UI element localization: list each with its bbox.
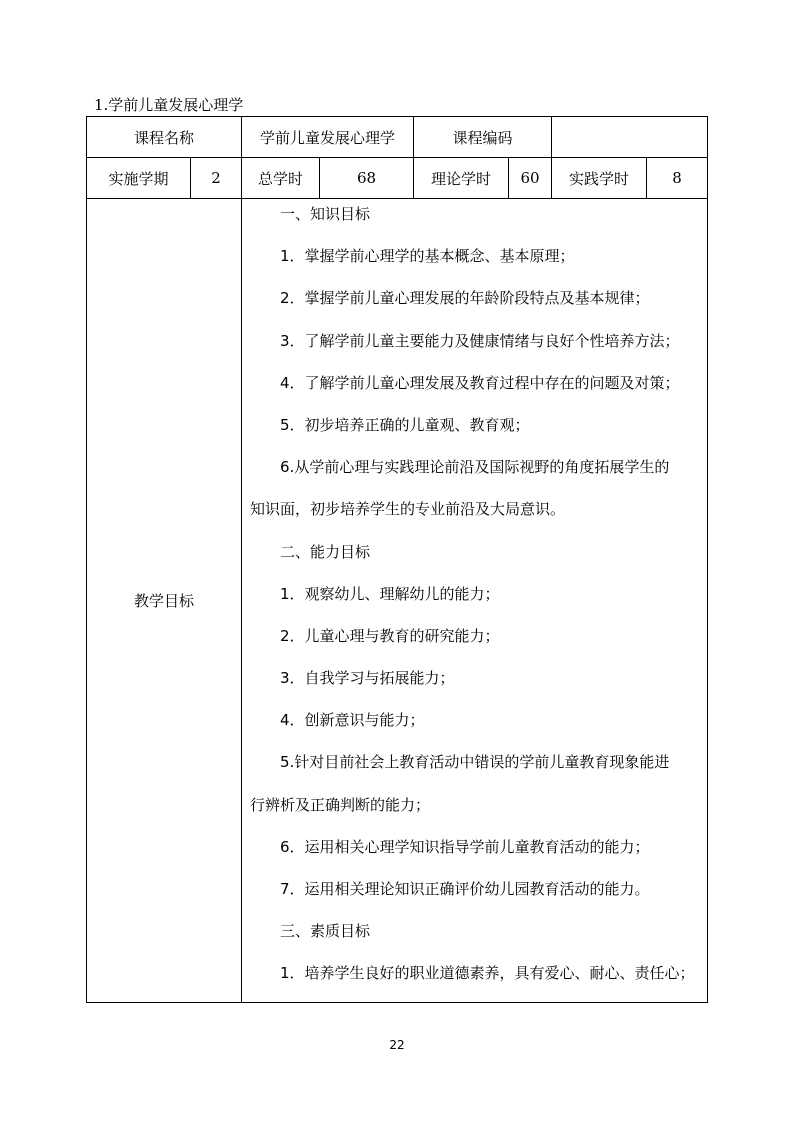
page-number: 22 — [389, 1038, 405, 1052]
course-code-label: 课程编码 — [414, 117, 552, 158]
goal-line: 6．运用相关心理学知识指导学前儿童教育活动的能力； — [280, 837, 650, 856]
total-hours-value: 68 — [320, 158, 414, 199]
section-heading: 1.学前儿童发展心理学 — [94, 96, 244, 114]
goal-line: 3．了解学前儿童主要能力及健康情绪与良好个性培养方法； — [280, 331, 680, 350]
goals-row — [87, 199, 708, 1003]
course-name-row — [87, 117, 708, 158]
semester-label: 实施学期 — [87, 158, 191, 199]
goal-line: 5．初步培养正确的儿童观、教育观； — [280, 415, 530, 434]
goal-heading-ability: 二、能力目标 — [280, 542, 371, 561]
theory-hours-value: 60 — [509, 158, 552, 199]
course-info-table — [86, 116, 708, 1003]
goal-heading-quality: 三、素质目标 — [280, 922, 371, 941]
practice-hours-value: 8 — [647, 158, 708, 199]
goal-line: 5.针对目前社会上教育活动中错误的学前儿童教育现象能进 — [280, 753, 670, 772]
goal-line: 1．培养学生良好的职业道德素养，具有爱心、耐心、责任心； — [280, 964, 695, 983]
goal-line: 2．掌握学前儿童心理发展的年龄阶段特点及基本规律； — [280, 289, 650, 308]
goal-line: 1．掌握学前心理学的基本概念、基本原理； — [280, 247, 575, 266]
goal-line: 4．创新意识与能力； — [280, 711, 425, 730]
teaching-goals-label: 教学目标 — [87, 199, 242, 1003]
goal-line: 1．观察幼儿、理解幼儿的能力； — [280, 584, 500, 603]
theory-hours-label: 理论学时 — [414, 158, 509, 199]
course-name-value: 学前儿童发展心理学 — [242, 117, 414, 158]
goal-heading-knowledge: 一、知识目标 — [280, 205, 371, 223]
teaching-goals-content — [242, 199, 708, 1003]
goal-line: 2．儿童心理与教育的研究能力； — [280, 626, 500, 645]
total-hours-label: 总学时 — [242, 158, 320, 199]
practice-hours-label: 实践学时 — [552, 158, 647, 199]
goal-line: 4．了解学前儿童心理发展及教育过程中存在的问题及对策； — [280, 373, 680, 392]
hours-row — [87, 158, 708, 199]
course-name-label: 课程名称 — [87, 117, 242, 158]
course-code-value — [552, 117, 708, 158]
semester-value: 2 — [191, 158, 242, 199]
goal-line: 3．自我学习与拓展能力； — [280, 669, 455, 688]
goal-line-continuation: 行辨析及正确判断的能力； — [250, 795, 431, 814]
goal-line: 7．运用相关理论知识正确评价幼儿园教育活动的能力。 — [280, 880, 650, 898]
goal-line: 6.从学前心理与实践理论前沿及国际视野的角度拓展学生的 — [280, 458, 670, 477]
goal-line-continuation: 知识面，初步培养学生的专业前沿及大局意识。 — [250, 500, 566, 519]
